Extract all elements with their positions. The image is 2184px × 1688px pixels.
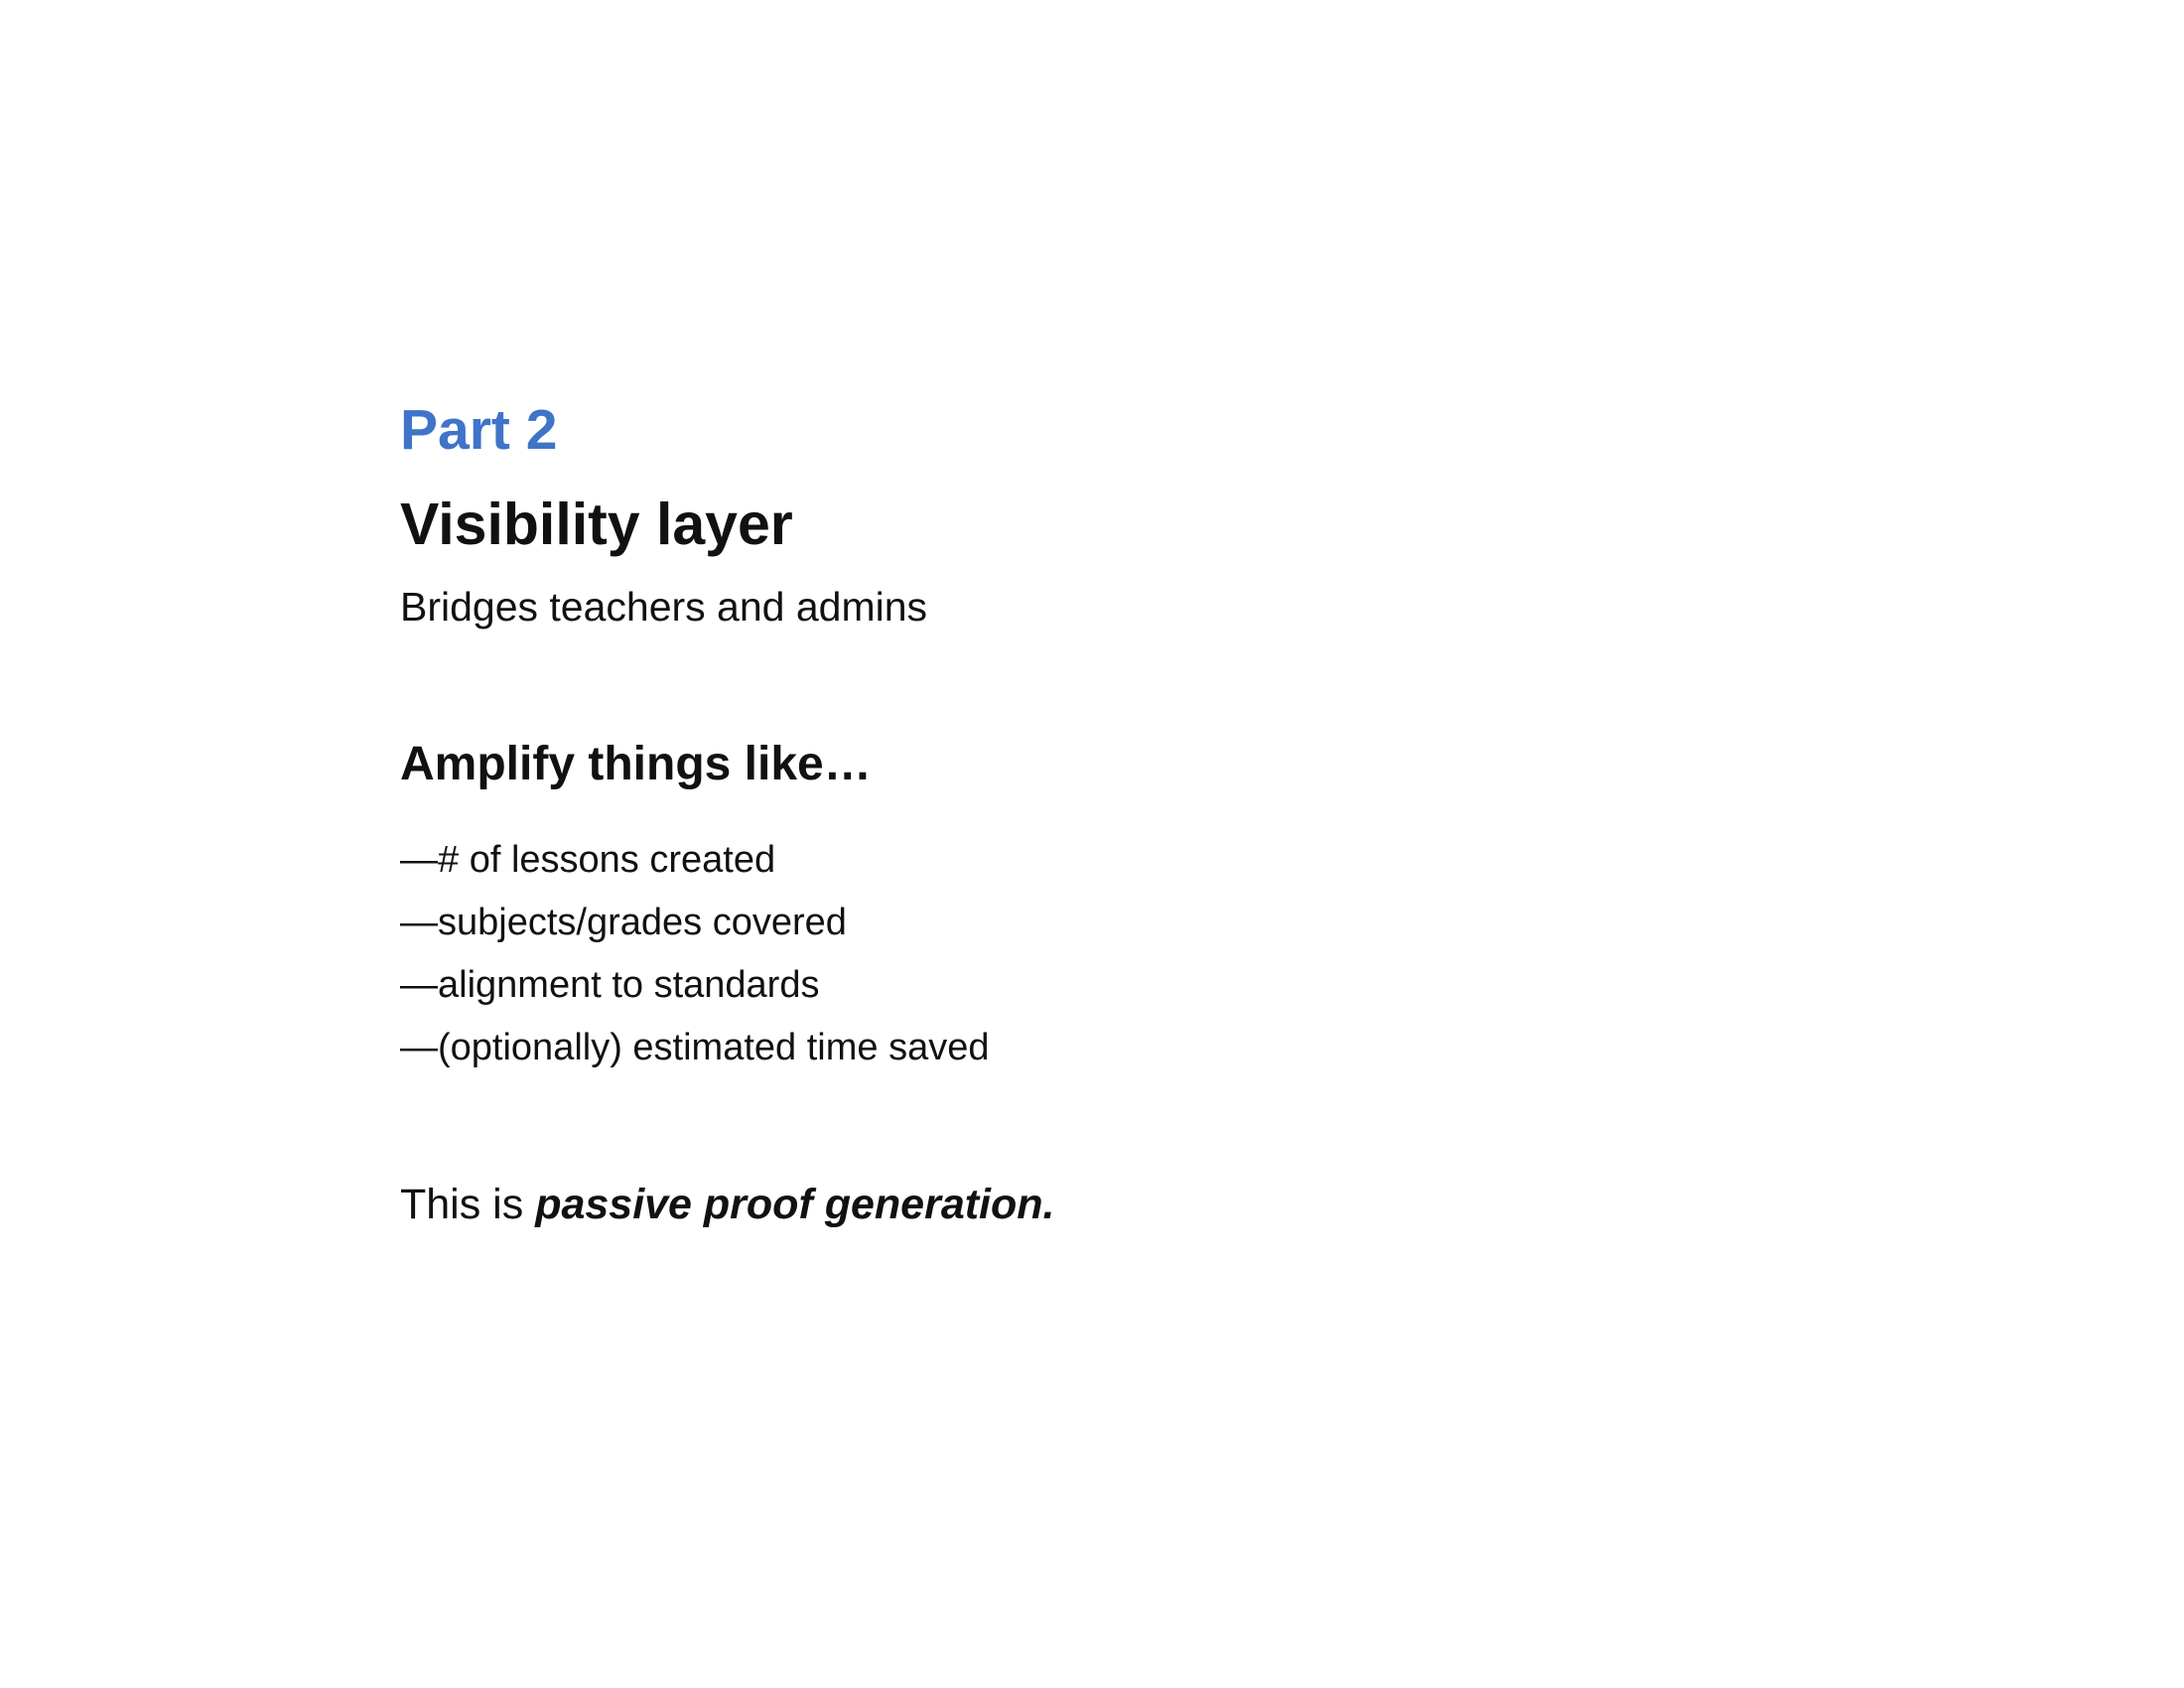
part-label: Part 2 — [400, 398, 558, 462]
amplify-list — [400, 829, 989, 1079]
list-item: —# of lessons created — [400, 839, 776, 881]
list-item: —alignment to standards — [400, 964, 820, 1006]
list-item: —subjects/grades covered — [400, 902, 847, 943]
closing-emphasis: passive proof generation. — [535, 1181, 1055, 1228]
list-item: —(optionally) estimated time saved — [400, 1027, 990, 1068]
closing-statement — [400, 1177, 1054, 1232]
closing-prefix: This is — [400, 1181, 536, 1228]
section-heading: Amplify things like… — [400, 738, 872, 790]
page-subtitle: Bridges teachers and admins — [400, 584, 928, 630]
page-title: Visibility layer — [400, 492, 793, 557]
